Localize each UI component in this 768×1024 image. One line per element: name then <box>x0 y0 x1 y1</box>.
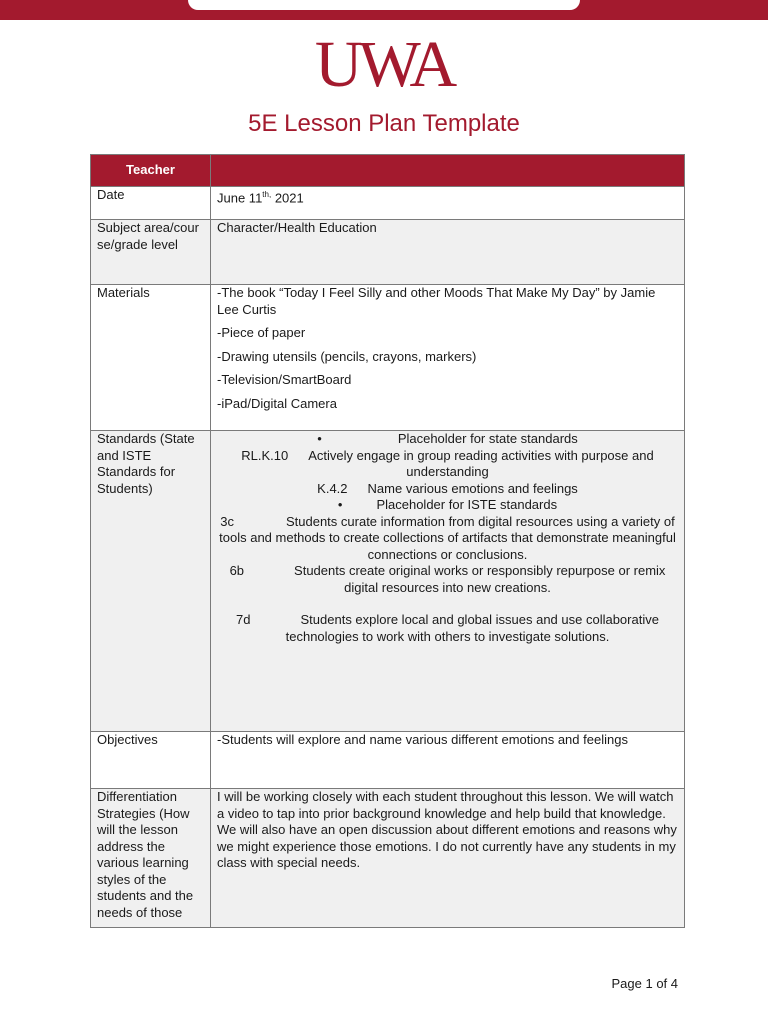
date-day: June 11 <box>217 190 263 206</box>
top-brand-tab <box>188 0 580 10</box>
page-title: 5E Lesson Plan Template <box>248 110 520 137</box>
materials-item: -Piece of paper <box>217 325 306 340</box>
standard-text: Name various emotions and feelings <box>367 480 578 496</box>
standards-bullet-text: Placeholder for ISTE standards <box>376 497 558 512</box>
bullet-icon: • <box>337 497 343 512</box>
standard-text: Students explore local and global issues and use collaborative technologies to work with others to investigate solutions. <box>285 612 659 644</box>
standards-row <box>91 431 685 732</box>
standard-code: 6b <box>229 563 245 578</box>
teacher-row <box>91 155 685 187</box>
standard-text: Students curate information from digital resources using a variety of tools and methods to create collections of artifacts that demonstrate meaningful connections or conclusions. <box>219 513 676 562</box>
standard-code: K.4.2 <box>317 480 348 496</box>
standards-label: Standards (State and ISTE Standards for Students) <box>91 431 211 732</box>
date-row <box>91 187 685 220</box>
standard-3c <box>217 514 678 564</box>
materials-item: -Television/SmartBoard <box>217 372 352 387</box>
materials-item: -The book “Today I Feel Silly and other Moods That Make My Day” by Jamie Lee Curtis <box>217 285 656 317</box>
standard-code: 3c <box>220 513 234 529</box>
standards-bullet-text: Placeholder for state standards <box>397 431 578 446</box>
date-label: Date <box>91 187 211 220</box>
differentiation-row <box>91 789 685 928</box>
standard-6b <box>217 563 678 596</box>
page-number: Page 1 of 4 <box>611 976 678 991</box>
standard-text: Actively engage in group reading activities with purpose and understanding <box>308 447 654 479</box>
uwa-logo: UWA <box>314 28 454 101</box>
objectives-value: -Students will explore and name various different emotions and feelings <box>211 732 685 789</box>
objectives-row <box>91 732 685 789</box>
standards-content <box>211 431 685 732</box>
lesson-plan-table <box>90 154 685 928</box>
standard-rl <box>217 448 678 481</box>
objectives-label: Objectives <box>91 732 211 789</box>
teacher-label: Teacher <box>91 155 211 187</box>
subject-value: Character/Health Education <box>211 220 685 285</box>
subject-row <box>91 220 685 285</box>
date-suffix: th, <box>262 190 272 199</box>
standard-text: Students create original works or responsibly repurpose or remix digital resources into new creations. <box>294 563 666 595</box>
subject-label: Subject area/course/grade level <box>91 220 211 285</box>
differentiation-label: Differentiation Strategies (How will the lesson address the various learning styles of the students and the needs of those <box>91 789 211 928</box>
standards-bullet <box>217 431 678 448</box>
materials-item: -Drawing utensils (pencils, crayons, markers) <box>217 348 477 364</box>
date-value <box>211 187 685 220</box>
bullet-icon: • <box>317 431 322 446</box>
materials-list <box>211 285 685 431</box>
date-year: 2021 <box>271 190 304 206</box>
standard-code: 7d <box>236 612 251 627</box>
materials-row <box>91 285 685 431</box>
standard-code: RL.K.10 <box>241 447 289 463</box>
materials-item: -iPad/Digital Camera <box>217 395 337 411</box>
differentiation-value: I will be working closely with each student throughout this lesson. We will watch a video to tap into prior background knowledge and help build that knowledge. We will also have an open discussion about different emotions and reasons why we might experience those emotions. I do not currently have any students in my class with special needs. <box>211 789 685 928</box>
teacher-value <box>211 155 685 187</box>
standards-bullet <box>217 497 678 514</box>
spacer <box>217 596 678 612</box>
materials-label: Materials <box>91 285 211 431</box>
standard-7d <box>217 612 678 645</box>
standard-k <box>217 481 678 498</box>
